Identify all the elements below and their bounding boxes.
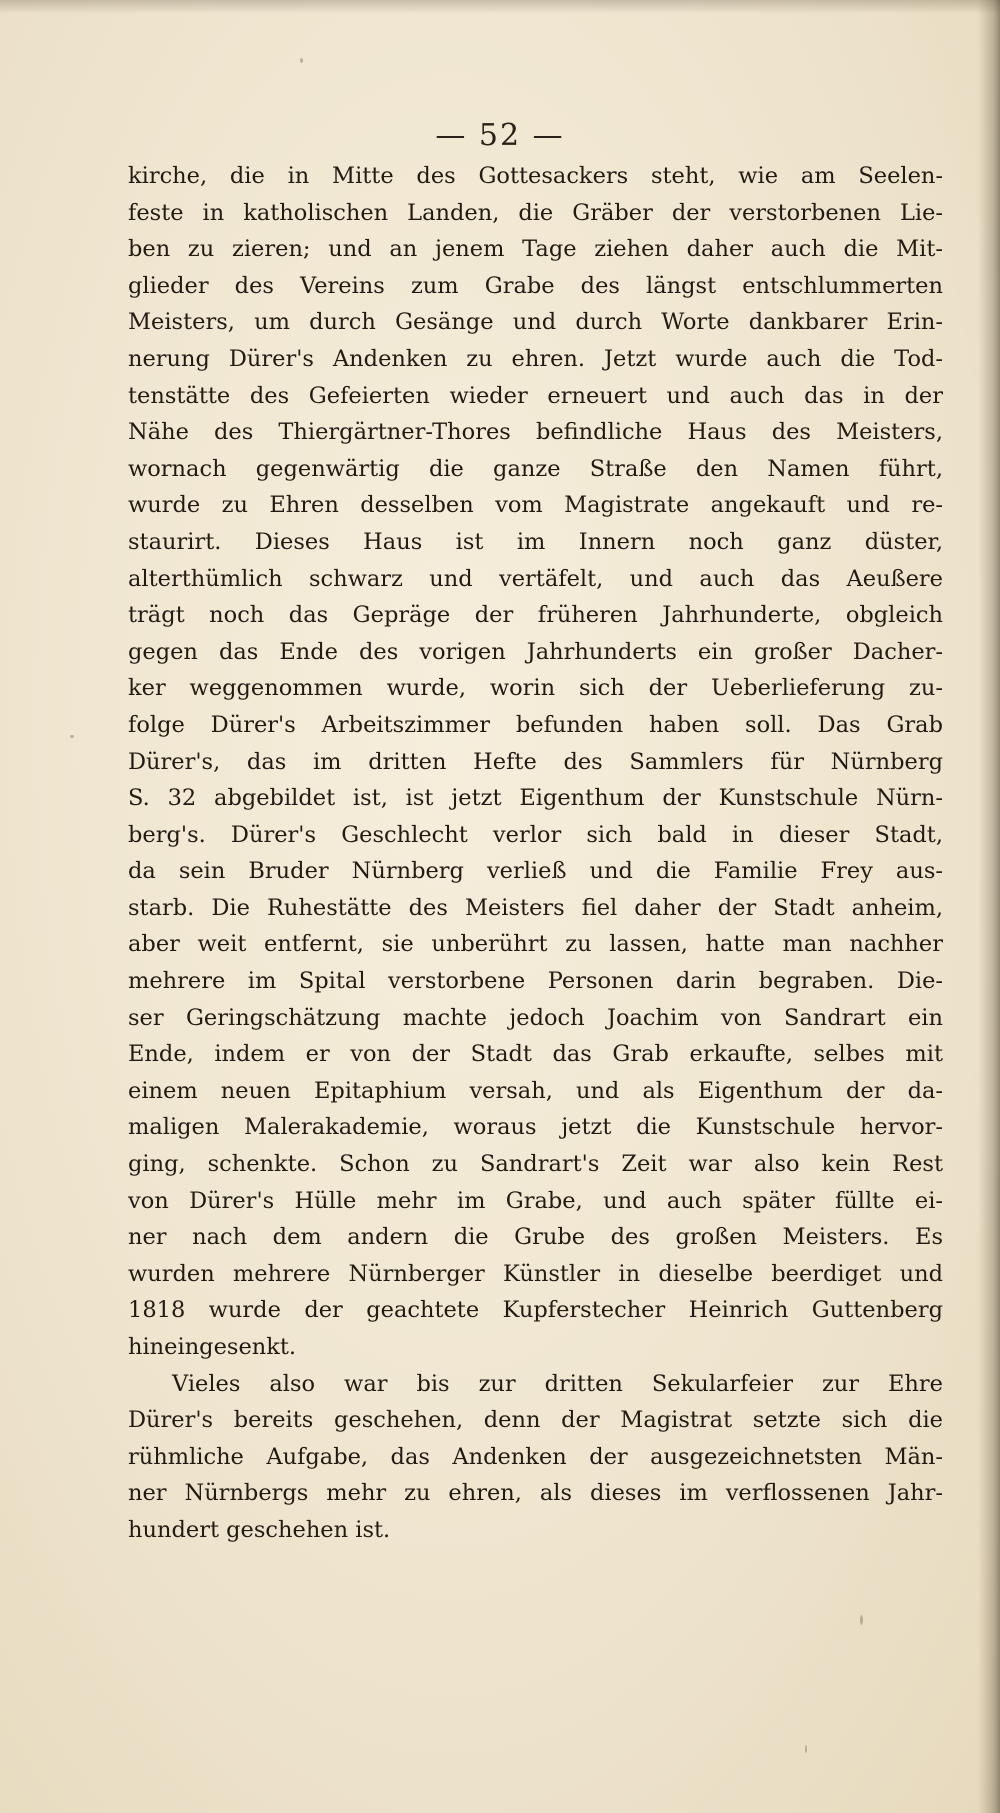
text-line: maligen Malerakademie, woraus jetzt die Kunstschule hervor-: [128, 1114, 943, 1141]
text-line: feste in katholischen Landen, die Gräber der verstorbenen Lie-: [128, 199, 943, 226]
text-line: Meisters, um durch Gesänge und durch Worte dankbarer Erin-: [128, 309, 943, 336]
text-line: da sein Bruder Nürnberg verließ und die Familie Frey aus-: [128, 858, 943, 885]
text-line: 1818 wurde der geachtete Kupferstecher Heinrich Guttenberg: [128, 1297, 943, 1324]
paper-speck: [860, 1615, 863, 1625]
page-edge-shadow: [978, 0, 1000, 1813]
text-line: mehrere im Spital verstorbene Personen darin begraben. Die-: [128, 968, 943, 995]
text-line: glieder des Vereins zum Grabe des längst entschlummerten: [128, 272, 943, 299]
text-line: ner nach dem andern die Grube des großen Meisters. Es: [128, 1224, 943, 1251]
text-line: ker weggenommen wurde, worin sich der Ueberlieferung zu-: [128, 675, 943, 702]
text-line: ner Nürnbergs mehr zu ehren, als dieses im verflossenen Jahr-: [128, 1480, 943, 1507]
text-line: folge Dürer's Arbeitszimmer befunden haben soll. Das Grab: [128, 711, 943, 738]
text-line: gegen das Ende des vorigen Jahrhunderts ein großer Dacher-: [128, 638, 943, 665]
text-line: Dürer's, das im dritten Hefte des Sammlers für Nürnberg: [128, 748, 943, 775]
paragraph: [128, 158, 943, 1366]
text-line: staurirt. Dieses Haus ist im Innern noch ganz düster,: [128, 528, 943, 555]
text-line: hineingesenkt.: [128, 1334, 297, 1360]
text-line: ging, schenkte. Schon zu Sandrart's Zeit war also kein Rest: [128, 1151, 943, 1178]
text-line: starb. Die Ruhestätte des Meisters fiel daher der Stadt anheim,: [128, 894, 943, 921]
text-line: wornach gegenwärtig die ganze Straße den Namen führt,: [128, 455, 943, 482]
text-line: tenstätte des Gefeierten wieder erneuert und auch das in der: [128, 382, 943, 409]
paper-speck: [300, 58, 303, 63]
text-line: wurde zu Ehren desselben vom Magistrate angekauft und re-: [128, 492, 943, 519]
text-line: alterthümlich schwarz und vertäfelt, und auch das Aeußere: [128, 565, 943, 592]
text-line: Vieles also war bis zur dritten Sekularfeier zur Ehre: [172, 1370, 943, 1397]
text-line: wurden mehrere Nürnberger Künstler in dieselbe beerdiget und: [128, 1260, 943, 1287]
page-top-shadow: [0, 0, 1000, 14]
text-line: trägt noch das Gepräge der früheren Jahrhunderte, obgleich: [128, 602, 943, 629]
text-line: Nähe des Thiergärtner-Thores befindliche Haus des Meisters,: [128, 419, 943, 446]
text-line: aber weit entfernt, sie unberührt zu lassen, hatte man nachher: [128, 931, 943, 958]
text-line: von Dürer's Hülle mehr im Grabe, und auch später füllte ei-: [128, 1187, 943, 1214]
page-body: [128, 158, 943, 1549]
text-line: hundert geschehen ist.: [128, 1516, 391, 1543]
text-line: rühmliche Aufgabe, das Andenken der ausgezeichnetsten Män-: [128, 1443, 943, 1470]
paper-speck: [805, 1745, 807, 1753]
page-number: — 52 —: [435, 118, 565, 153]
paragraph: [128, 1366, 943, 1549]
text-line: S. 32 abgebildet ist, ist jetzt Eigenthum der Kunstschule Nürn-: [128, 785, 943, 812]
text-line: ben zu zieren; und an jenem Tage ziehen daher auch die Mit-: [128, 236, 943, 263]
text-line: nerung Dürer's Andenken zu ehren. Jetzt wurde auch die Tod-: [128, 345, 943, 372]
text-line: Ende, indem er von der Stadt das Grab erkaufte, selbes mit: [128, 1041, 943, 1068]
text-line: ser Geringschätzung machte jedoch Joachim von Sandrart ein: [128, 1004, 943, 1031]
text-line: kirche, die in Mitte des Gottesackers steht, wie am Seelen-: [128, 163, 943, 189]
text-line: einem neuen Epitaphium versah, und als Eigenthum der da-: [128, 1077, 943, 1104]
paper-speck: [70, 735, 74, 738]
text-line: berg's. Dürer's Geschlecht verlor sich bald in dieser Stadt,: [128, 821, 943, 848]
text-line: Dürer's bereits geschehen, denn der Magistrat setzte sich die: [128, 1407, 943, 1434]
